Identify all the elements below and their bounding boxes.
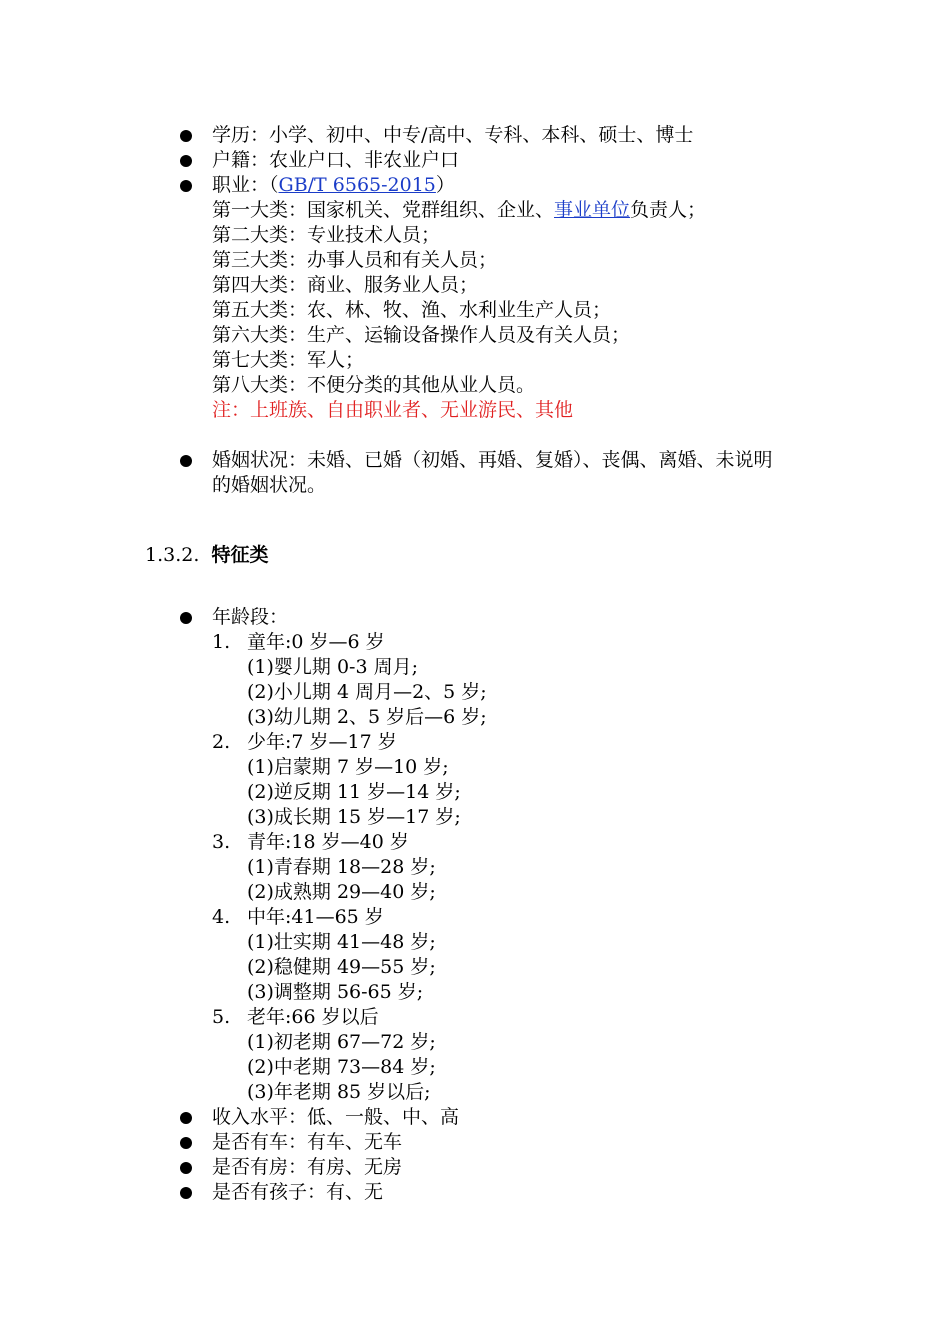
age-group-title: 青年:18 岁—40 岁 xyxy=(247,831,409,853)
occupation-category-5: 第五大类：农、林、牧、渔、水利业生产人员； xyxy=(212,299,612,321)
category-1-prefix: 第一大类：国家机关、党群组织、企业、 xyxy=(212,199,555,221)
occupation-category-3: 第三大类：办事人员和有关人员； xyxy=(212,249,498,271)
age-subitem: (3)成长期 15 岁—17 岁; xyxy=(247,806,461,828)
public-institution-link[interactable]: 事业单位 xyxy=(554,199,631,221)
age-subitem: (2)稳健期 49—55 岁; xyxy=(247,956,436,978)
age-subitem: (1)青春期 18—28 岁; xyxy=(247,856,436,878)
education-item: 学历：小学、初中、中专/高中、专科、本科、硕士、博士 xyxy=(212,124,694,146)
bullet-icon xyxy=(180,180,192,192)
category-1-suffix: 负责人； xyxy=(630,199,707,221)
occupation-category-7: 第七大类：军人； xyxy=(212,349,365,371)
bullet-icon xyxy=(180,1112,192,1124)
occupation-category-6: 第六大类：生产、运输设备操作人员及有关人员； xyxy=(212,324,631,346)
age-subitem: (2)中老期 73—84 岁; xyxy=(247,1056,436,1078)
age-subitem: (3)年老期 85 岁以后; xyxy=(247,1081,431,1103)
standard-link[interactable]: GB/T 6565-2015 xyxy=(278,174,436,196)
age-group-title: 少年:7 岁—17 岁 xyxy=(247,731,397,753)
section-heading xyxy=(145,543,269,568)
occupation-category-8: 第八大类：不便分类的其他从业人员。 xyxy=(212,374,536,396)
occupation-category-1 xyxy=(212,198,706,223)
occupation-category-4: 第四大类：商业、服务业人员； xyxy=(212,274,479,296)
car-item: 是否有车：有车、无车 xyxy=(212,1131,403,1153)
occupation-label: 职业：（ xyxy=(212,174,279,196)
bullet-icon xyxy=(180,455,192,467)
age-group-number: 2. xyxy=(212,731,231,753)
age-group-title: 老年:66 岁以后 xyxy=(247,1006,379,1028)
marital-status-line-2: 的婚姻状况。 xyxy=(212,474,327,496)
age-subitem: (3)幼儿期 2、5 岁后—6 岁; xyxy=(247,706,487,728)
age-subitem: (2)成熟期 29—40 岁; xyxy=(247,881,436,903)
section-title: 特征类 xyxy=(211,544,269,566)
age-group-number: 3. xyxy=(212,831,231,853)
bullet-icon xyxy=(180,155,192,167)
hukou-item: 户籍：农业户口、非农业户口 xyxy=(212,149,460,171)
age-group-number: 4. xyxy=(212,906,231,928)
bullet-icon xyxy=(180,612,192,624)
age-group-title: 中年:41—65 岁 xyxy=(247,906,384,928)
age-subitem: (2)逆反期 11 岁—14 岁; xyxy=(247,781,461,803)
bullet-icon xyxy=(180,130,192,142)
age-subitem: (1)壮实期 41—48 岁; xyxy=(247,931,436,953)
house-item: 是否有房：有房、无房 xyxy=(212,1156,403,1178)
occupation-item xyxy=(212,173,455,198)
occupation-note: 注：上班族、自由职业者、无业游民、其他 xyxy=(212,399,574,421)
children-item: 是否有孩子：有、无 xyxy=(212,1181,384,1203)
marital-status-line-1: 婚姻状况：未婚、已婚（初婚、再婚、复婚）、丧偶、离婚、未说明 xyxy=(212,449,773,471)
age-group-number: 1. xyxy=(212,631,231,653)
age-group-number: 5. xyxy=(212,1006,231,1028)
age-subitem: (1)初老期 67—72 岁; xyxy=(247,1031,436,1053)
bullet-icon xyxy=(180,1137,192,1149)
income-item: 收入水平：低、一般、中、高 xyxy=(212,1106,460,1128)
age-label: 年龄段： xyxy=(212,606,289,628)
section-number: 1.3.2. xyxy=(145,544,200,566)
age-subitem: (3)调整期 56-65 岁; xyxy=(247,981,424,1003)
bullet-icon xyxy=(180,1162,192,1174)
occupation-close: ） xyxy=(435,174,455,196)
occupation-category-2: 第二大类：专业技术人员； xyxy=(212,224,441,246)
bullet-icon xyxy=(180,1187,192,1199)
age-subitem: (2)小儿期 4 周月—2、5 岁; xyxy=(247,681,487,703)
age-subitem: (1)启蒙期 7 岁—10 岁; xyxy=(247,756,449,778)
age-group-title: 童年:0 岁—6 岁 xyxy=(247,631,385,653)
age-subitem: (1)婴儿期 0-3 周月; xyxy=(247,656,418,678)
